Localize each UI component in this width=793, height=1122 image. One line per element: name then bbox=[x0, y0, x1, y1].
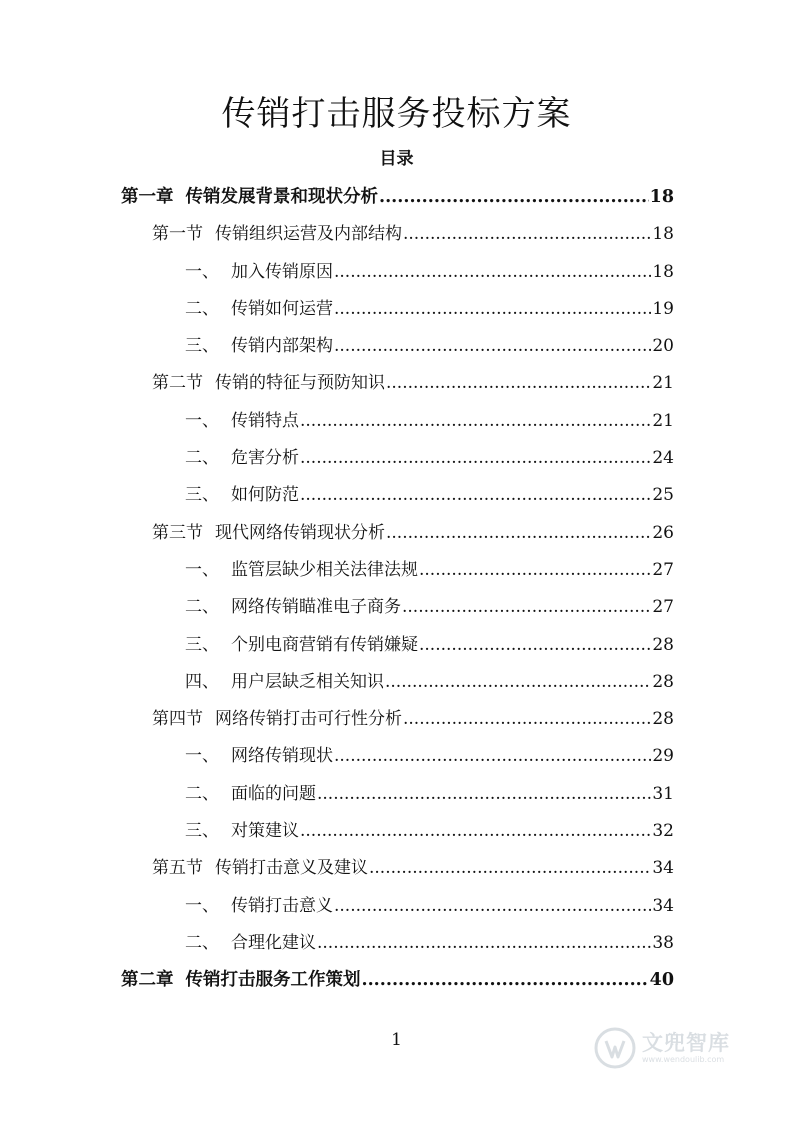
toc-leader-dots bbox=[362, 962, 649, 999]
toc-entry-section[interactable] bbox=[121, 365, 674, 402]
toc-entry-number: 三、 bbox=[185, 821, 219, 842]
toc-entry-page: 21 bbox=[652, 373, 674, 394]
toc-entry-section[interactable] bbox=[121, 515, 674, 552]
toc-entry-item[interactable] bbox=[121, 664, 674, 701]
toc-leader-dots bbox=[300, 403, 651, 440]
toc-entry-item[interactable] bbox=[121, 813, 674, 850]
toc-entry-title: 传销如何运营 bbox=[231, 298, 333, 319]
toc-leader-dots bbox=[334, 254, 651, 291]
toc-entry-number: 二、 bbox=[185, 932, 219, 953]
toc-entry-number: 第四节 bbox=[152, 709, 203, 730]
toc-leader-dots bbox=[300, 477, 651, 514]
toc-entry-section[interactable] bbox=[121, 216, 674, 253]
toc-entry-page: 40 bbox=[649, 970, 674, 991]
toc-leader-dots bbox=[403, 216, 651, 253]
toc-leader-dots bbox=[402, 589, 651, 626]
toc-leader-dots bbox=[386, 365, 651, 402]
toc-leader-dots bbox=[317, 925, 651, 962]
watermark-url: www.wendoulib.com bbox=[642, 1055, 725, 1064]
toc-leader-dots bbox=[334, 328, 651, 365]
toc-entry-title: 监管层缺少相关法律法规 bbox=[231, 559, 418, 580]
toc-entry-title: 网络传销现状 bbox=[231, 746, 333, 767]
toc-entry-page: 27 bbox=[652, 597, 674, 618]
toc-entry-title: 危害分析 bbox=[231, 448, 299, 469]
toc-entry-title: 传销打击服务工作策划 bbox=[185, 970, 361, 991]
toc-leader-dots bbox=[300, 440, 651, 477]
toc-leader-dots bbox=[419, 552, 651, 589]
toc-entry-item[interactable] bbox=[121, 552, 674, 589]
toc-entry-title: 对策建议 bbox=[231, 821, 299, 842]
toc-entry-page: 28 bbox=[652, 709, 674, 730]
toc-leader-dots bbox=[369, 850, 651, 887]
toc-leader-dots bbox=[334, 291, 651, 328]
toc-entry-number: 三、 bbox=[185, 634, 219, 655]
toc-entry-item[interactable] bbox=[121, 925, 674, 962]
toc-entry-number: 第一章 bbox=[121, 187, 174, 207]
toc-entry-page: 34 bbox=[652, 895, 674, 916]
toc-entry-title: 网络传销瞄准电子商务 bbox=[231, 597, 401, 618]
toc-entry-chapter[interactable] bbox=[121, 179, 674, 216]
toc-leader-dots bbox=[403, 701, 651, 738]
toc-leader-dots bbox=[334, 888, 651, 925]
toc-entry-page: 18 bbox=[652, 261, 674, 282]
toc-entry-item[interactable] bbox=[121, 440, 674, 477]
toc-entry-number: 第二节 bbox=[152, 373, 203, 394]
toc-entry-section[interactable] bbox=[121, 850, 674, 887]
toc-entry-number: 一、 bbox=[185, 895, 219, 916]
toc-entry-item[interactable] bbox=[121, 738, 674, 775]
toc-entry-item[interactable] bbox=[121, 589, 674, 626]
toc-leader-dots bbox=[386, 515, 651, 552]
toc-entry-title: 传销打击意义及建议 bbox=[215, 858, 368, 879]
toc-leader-dots bbox=[300, 813, 651, 850]
toc-entry-chapter[interactable] bbox=[121, 962, 674, 999]
toc-entry-title: 传销特点 bbox=[231, 410, 299, 431]
toc-entry-number: 第一节 bbox=[152, 224, 203, 245]
toc-leader-dots bbox=[385, 664, 651, 701]
toc-entry-item[interactable] bbox=[121, 627, 674, 664]
toc-entry-page: 31 bbox=[652, 783, 674, 804]
watermark bbox=[594, 1022, 754, 1074]
toc-entry-number: 一、 bbox=[185, 746, 219, 767]
toc-entry-title: 个别电商营销有传销嫌疑 bbox=[231, 634, 418, 655]
toc-entry-title: 传销打击意义 bbox=[231, 895, 333, 916]
toc-entry-page: 25 bbox=[652, 485, 674, 506]
toc-entry-item[interactable] bbox=[121, 477, 674, 514]
toc-entry-page: 24 bbox=[652, 448, 674, 469]
toc-entry-page: 29 bbox=[652, 746, 674, 767]
toc-entry-title: 传销的特征与预防知识 bbox=[215, 373, 385, 394]
page-number: 1 bbox=[391, 1030, 402, 1050]
toc-entry-item[interactable] bbox=[121, 888, 674, 925]
toc-entry-page: 18 bbox=[652, 224, 674, 245]
toc-leader-dots bbox=[379, 179, 649, 216]
toc-entry-page: 21 bbox=[652, 410, 674, 431]
toc-entry-page: 20 bbox=[652, 336, 674, 357]
toc-entry-title: 用户层缺乏相关知识 bbox=[231, 671, 384, 692]
toc-entry-item[interactable] bbox=[121, 291, 674, 328]
toc-entry-number: 一、 bbox=[185, 261, 219, 282]
toc-entry-number: 三、 bbox=[185, 485, 219, 506]
toc-entry-title: 合理化建议 bbox=[231, 932, 316, 953]
toc-entry-number: 一、 bbox=[185, 559, 219, 580]
toc-entry-title: 网络传销打击可行性分析 bbox=[215, 709, 402, 730]
toc-entry-item[interactable] bbox=[121, 403, 674, 440]
toc-entry-title: 面临的问题 bbox=[231, 783, 316, 804]
toc-entry-number: 第三节 bbox=[152, 522, 203, 543]
toc-entry-number: 第五节 bbox=[152, 858, 203, 879]
toc-entry-number: 二、 bbox=[185, 597, 219, 618]
toc-entry-number: 第二章 bbox=[121, 970, 174, 991]
toc-leader-dots bbox=[419, 627, 651, 664]
toc-entry-page: 26 bbox=[652, 522, 674, 543]
toc-leader-dots bbox=[317, 776, 651, 813]
toc-entry-number: 二、 bbox=[185, 783, 219, 804]
toc-entry-number: 四、 bbox=[185, 671, 219, 692]
toc-entry-page: 27 bbox=[652, 559, 674, 580]
toc-leader-dots bbox=[334, 738, 651, 775]
document-title: 传销打击服务投标方案 bbox=[221, 94, 572, 134]
watermark-text: 文兜智库 bbox=[642, 1031, 730, 1055]
toc-entry-page: 19 bbox=[652, 298, 674, 319]
toc-entry-section[interactable] bbox=[121, 701, 674, 738]
toc-entry-page: 28 bbox=[652, 634, 674, 655]
toc-entry-title: 如何防范 bbox=[231, 485, 299, 506]
toc-entry-page: 18 bbox=[649, 187, 674, 207]
toc-entry-page: 38 bbox=[652, 932, 674, 953]
toc-entry-number: 二、 bbox=[185, 448, 219, 469]
toc-entry-title: 传销发展背景和现状分析 bbox=[185, 187, 378, 207]
toc-entry-number: 二、 bbox=[185, 298, 219, 319]
toc-entry-number: 三、 bbox=[185, 336, 219, 357]
toc-heading: 目录 bbox=[379, 149, 414, 169]
toc-entry-title: 加入传销原因 bbox=[231, 261, 333, 282]
toc-entry-title: 现代网络传销现状分析 bbox=[215, 522, 385, 543]
toc-entry-item[interactable] bbox=[121, 328, 674, 365]
toc-entry-number: 一、 bbox=[185, 410, 219, 431]
toc-entry-item[interactable] bbox=[121, 776, 674, 813]
toc-entry-title: 传销内部架构 bbox=[231, 336, 333, 357]
toc-entry-item[interactable] bbox=[121, 254, 674, 291]
toc-entry-page: 34 bbox=[652, 858, 674, 879]
toc-entry-page: 28 bbox=[652, 671, 674, 692]
table-of-contents bbox=[121, 179, 674, 1000]
toc-entry-title: 传销组织运营及内部结构 bbox=[215, 224, 402, 245]
wendoc-logo-icon bbox=[594, 1027, 636, 1069]
toc-entry-page: 32 bbox=[652, 821, 674, 842]
